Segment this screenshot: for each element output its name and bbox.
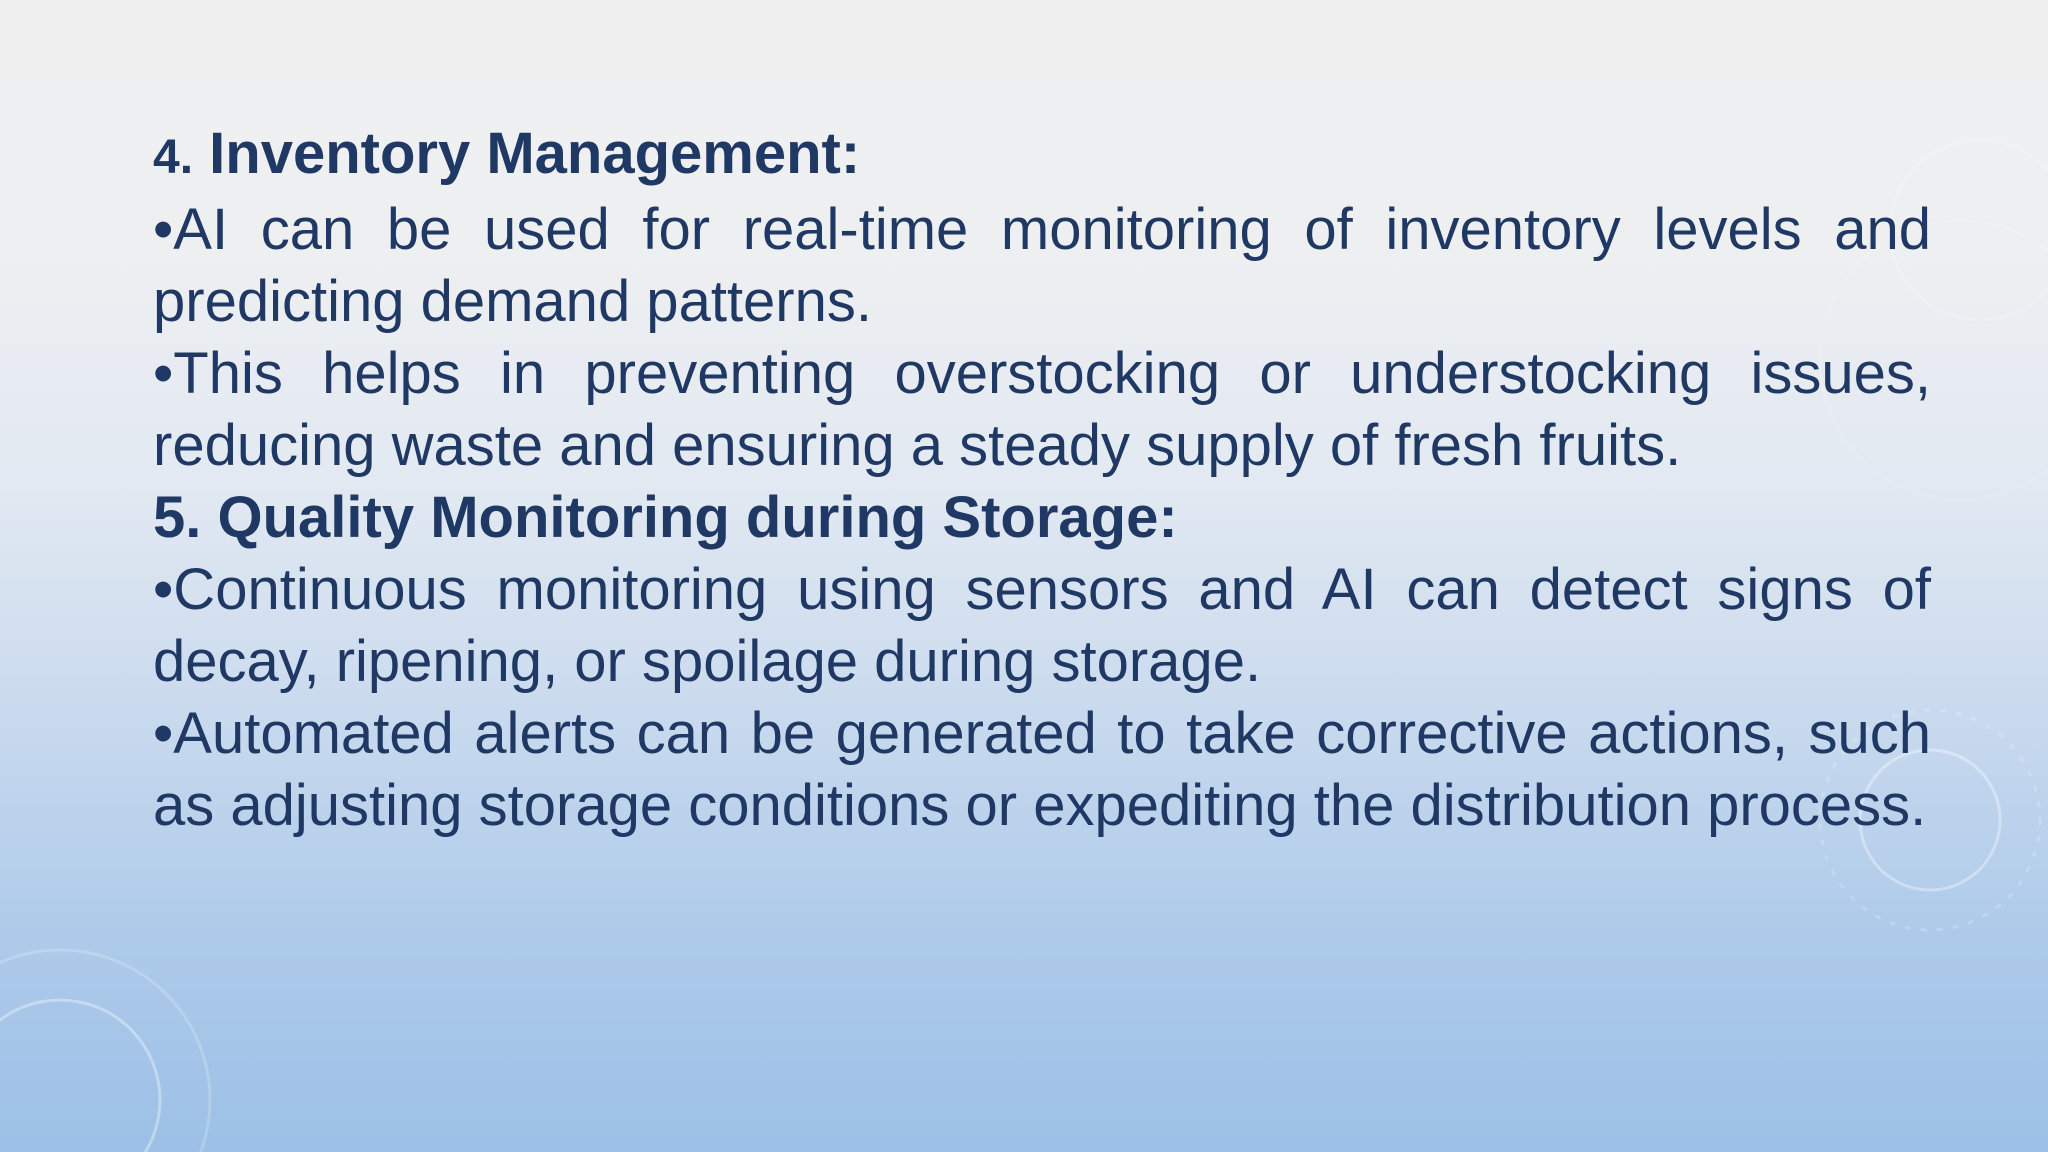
slide-body (153, 118, 1931, 842)
bullet-text: •AI can be used for real-time monitoring of inventory levels and predicting demand patterns. (153, 197, 1931, 334)
section-heading-quality (153, 482, 1931, 554)
section-number: 4. (153, 131, 194, 184)
bullet-text: •Automated alerts can be generated to take corrective actions, such as adjusting storage conditions or expediting the distribution process. (153, 701, 1931, 838)
section-number: 5. (153, 485, 202, 550)
section-title: Quality Monitoring during Storage: (217, 485, 1178, 550)
section-title: Inventory Management: (209, 121, 861, 186)
bullet-text: •This helps in preventing overstocking or understocking issues, reducing waste and ensuring a steady supply of fresh fruits. (153, 341, 1931, 478)
bullet-text: •Continuous monitoring using sensors and AI can detect signs of decay, ripening, or spoilage during storage. (153, 557, 1931, 694)
section-heading-inventory (153, 118, 1931, 194)
